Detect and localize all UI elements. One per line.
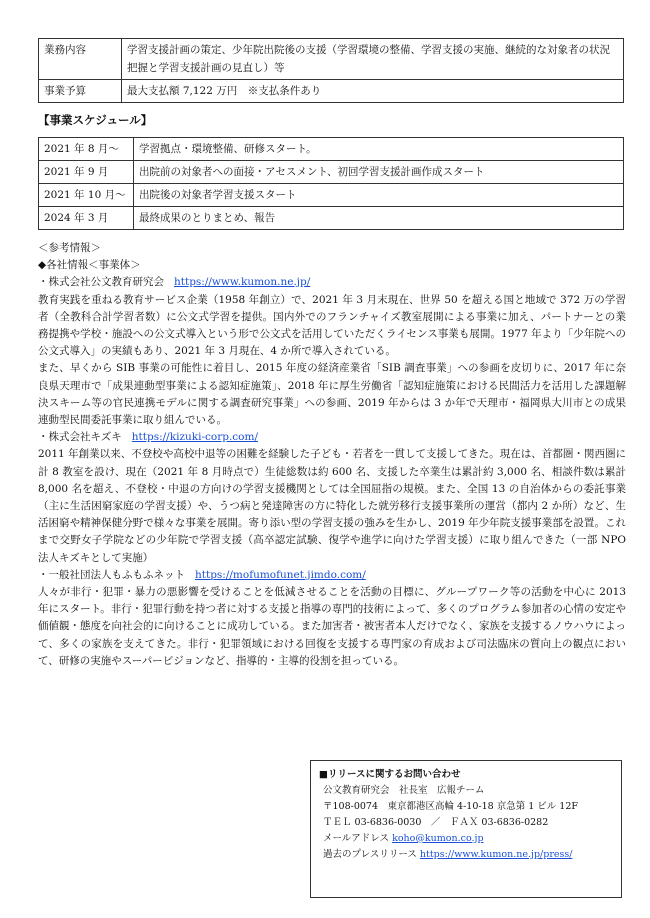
schedule-table (38, 137, 624, 230)
table-row (39, 161, 624, 184)
contact-past-row (319, 847, 613, 863)
schedule-date: 2021 年 9 月 (39, 161, 134, 184)
mail-label: メールアドレス (323, 833, 390, 844)
mofumofu-link[interactable]: https://mofumofunet.jimdo.com/ (195, 568, 366, 581)
reference-section (38, 240, 626, 670)
company-name: ・一般社団法人もふもふネット (38, 568, 185, 581)
row-key: 事業予算 (39, 80, 122, 103)
table-row (39, 184, 624, 207)
schedule-desc: 出院後の対象者学習支援スタート (134, 184, 624, 207)
schedule-desc: 最終成果のとりまとめ、報告 (134, 207, 624, 230)
project-info-table (38, 38, 624, 103)
company-name: ・株式会社キズキ (38, 431, 122, 444)
contact-phone: ＴＥＬ 03-6836-0030 ／ ＦＡＸ 03-6836-0282 (323, 817, 549, 828)
schedule-date: 2021 年 10 月～ (39, 184, 134, 207)
past-press-link[interactable]: https://www.kumon.ne.jp/press/ (419, 849, 573, 860)
company-description: また、早くから SIB 事業の可能性に着目し、2015 年度の経済産業省「SIB 調査事業」への参画を皮切りに、2017 年に奈良県天理市で「成果連動型事業による認知症施策」、2018 年に厚生労働省「認知症施策における民間活力を活用した課題解決スキーム等の官民連携モデルに関する調査研究事業」への参画、2019 年からは 3 か年で天理市・福岡県大川市との成果連動型民間委託事業に取り組んでいる。 (38, 362, 626, 427)
contact-mail-row (319, 831, 613, 847)
row-value: 学習支援計画の策定、少年院出院後の支援（学習環境の整備、学習支援の実施、継続的な対象者の状況把握と学習支援計画の見直し）等 (122, 39, 624, 80)
company-heading-kizuki (38, 429, 626, 446)
schedule-heading: 【事業スケジュール】 (38, 113, 153, 127)
contact-address: 〒108-0074 東京都港区高輪 4-10-18 京急第 1 ビル 12F (323, 801, 578, 812)
contact-title: ■リリースに関するお問い合わせ (319, 769, 461, 780)
kumon-link[interactable]: https://www.kumon.ne.jp/ (174, 276, 311, 289)
mail-link[interactable]: koho@kumon.co.jp (392, 833, 484, 844)
table-row (39, 138, 624, 161)
table-row (39, 207, 624, 230)
schedule-date: 2021 年 8 月～ (39, 138, 134, 161)
company-description: 2011 年創業以来、不登校や高校中退等の困難を経験した子ども・若者を一貫して支援してきた。現在は、首都圏・関西圏に計 8 教室を設け、現在（2021 年 8 月時点で）生徒総数は約 600 名、支援した卒業生は累計約 3,000 名、相談件数は累計 8,000 名を超え、不登校・中退の方向けの学習支援機関としては全国屈指の規模。また、全国 13 の自治体からの委託事業（主に生活困窮家庭の学習支援）や、うつ病と発達障害の方に特化した就労移行支援事業所の運営（都内 2 か所）など、生活困窮や精神保健分野で様々な事業を展開。寄り添い型の学習支援の強みを生かし、2019 年少年院支援事業部を設置。これまで交野女子学院などの少年院で学習支援（高卒認定試験、復学や進学に向けた学習支援）に取り組んできた（一部 NPO 法人キズキとして実施） (38, 448, 626, 564)
reference-label: ＜参考情報＞ (38, 242, 101, 254)
company-description: 教育実践を重ねる教育サービス企業（1958 年創立）で、2021 年 3 月末現在、世界 50 を超える国と地域で 372 万の学習者（全教科合計学習者数）に公文式学習を提供。国内外でのフランチャイズ教室展開による事業に加え、パートナーとの業務提携や学校・施設への公文式導入という形で公文式を活用していただくライセンス事業も展開。1977 年より「少年院への公文式導入」の実績もあり、2021 年 3 月現在、4 か所で導入されている。 (38, 293, 626, 358)
schedule-desc: 学習拠点・環境整備、研修スタート。 (134, 138, 624, 161)
kizuki-link[interactable]: https://kizuki-corp.com/ (131, 431, 258, 444)
table-row (39, 39, 624, 80)
company-heading-mofumofu (38, 567, 626, 584)
contact-org: 公文教育研究会 社長室 広報チーム (323, 785, 485, 796)
past-label: 過去のプレスリリース (323, 849, 417, 860)
contact-box (310, 760, 622, 898)
company-description: 人々が非行・犯罪・暴力の悪影響を受けることを低減させることを活動の目標に、グループワーク等の活動を中心に 2013 年にスタート。非行・犯罪行動を持つ者に対する支援と指導の専門的技術によって、多くのプログラム参加者の心情の安定や価値観・態度を向社会的に向けることに成功している。また加害者・被害者本人だけでなく、家族を支援するノウハウによって、多くの家族を支えてきた。非行・犯罪領域における回復を支援する専門家の育成および司法臨床の質向上の観点において、研修の実施やスーパービジョンなど、指導的・主導的役割を担っている。 (38, 586, 626, 667)
table-row (39, 80, 624, 103)
companies-label: ◆各社情報＜事業体＞ (38, 259, 141, 272)
company-name: ・株式会社公文教育研究会 (38, 276, 164, 289)
schedule-date: 2024 年 3 月 (39, 207, 134, 230)
row-value: 最大支払額 7,122 万円 ※支払条件あり (122, 80, 624, 103)
row-key: 業務内容 (39, 39, 122, 80)
company-heading-kumon (38, 274, 626, 291)
schedule-desc: 出院前の対象者への面接・アセスメント、初回学習支援計画作成スタート (134, 161, 624, 184)
